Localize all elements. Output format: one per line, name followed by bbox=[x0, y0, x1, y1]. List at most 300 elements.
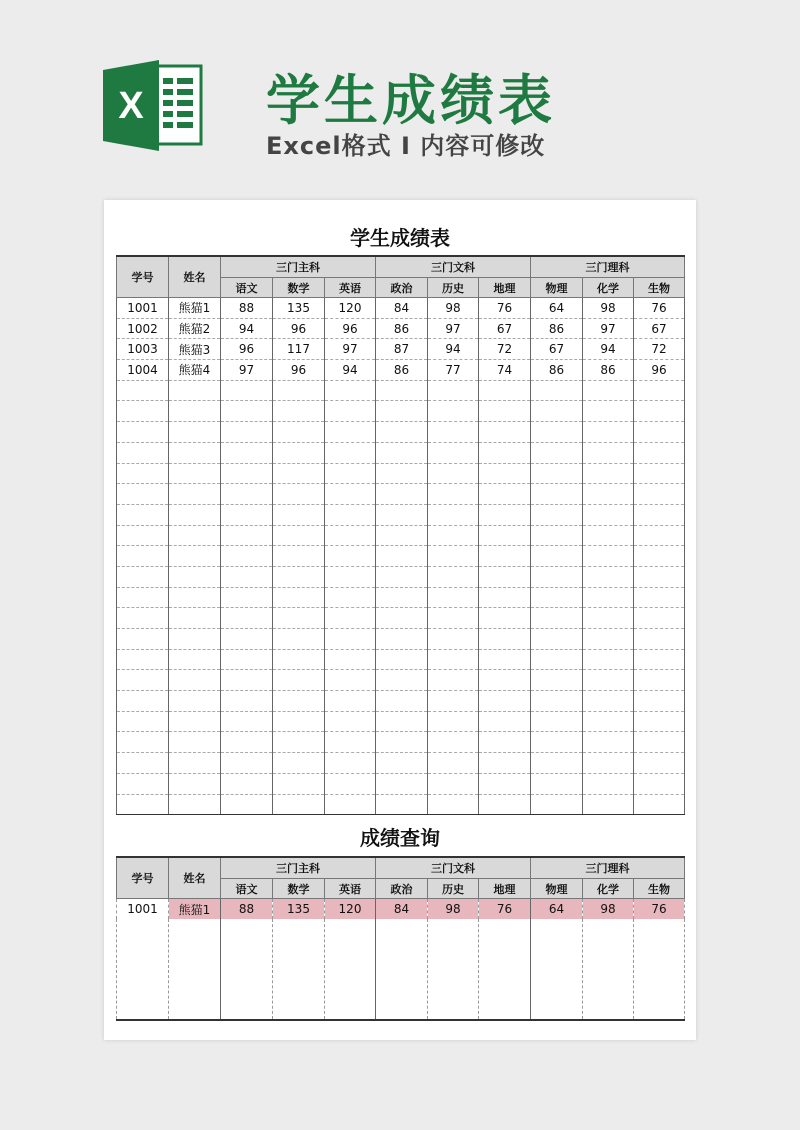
empty-cell[interactable] bbox=[376, 484, 428, 505]
empty-cell[interactable] bbox=[479, 525, 531, 546]
empty-cell[interactable] bbox=[479, 463, 531, 484]
cell-score[interactable]: 72 bbox=[479, 339, 531, 360]
empty-cell[interactable] bbox=[479, 919, 531, 1020]
cell-score[interactable]: 98 bbox=[428, 899, 479, 920]
empty-cell[interactable] bbox=[376, 525, 428, 546]
empty-cell[interactable] bbox=[428, 711, 479, 732]
cell-score[interactable]: 120 bbox=[325, 298, 376, 319]
empty-cell[interactable] bbox=[376, 504, 428, 525]
empty-cell[interactable] bbox=[325, 442, 376, 463]
empty-cell[interactable] bbox=[221, 608, 273, 629]
empty-cell[interactable] bbox=[169, 629, 221, 650]
cell-score[interactable]: 86 bbox=[583, 360, 634, 381]
empty-cell[interactable] bbox=[428, 794, 479, 815]
empty-cell[interactable] bbox=[531, 504, 583, 525]
empty-cell[interactable] bbox=[117, 504, 169, 525]
empty-cell[interactable] bbox=[117, 670, 169, 691]
cell-score[interactable]: 87 bbox=[376, 339, 428, 360]
empty-cell[interactable] bbox=[117, 525, 169, 546]
empty-cell[interactable] bbox=[273, 401, 325, 422]
cell-score[interactable]: 96 bbox=[221, 339, 273, 360]
empty-cell[interactable] bbox=[376, 463, 428, 484]
empty-cell[interactable] bbox=[531, 794, 583, 815]
empty-cell[interactable] bbox=[531, 753, 583, 774]
empty-cell[interactable] bbox=[479, 670, 531, 691]
empty-cell[interactable] bbox=[583, 463, 634, 484]
empty-cell[interactable] bbox=[273, 442, 325, 463]
cell-id[interactable]: 1001 bbox=[117, 298, 169, 319]
empty-cell[interactable] bbox=[531, 525, 583, 546]
empty-cell[interactable] bbox=[583, 649, 634, 670]
empty-cell[interactable] bbox=[273, 753, 325, 774]
empty-cell[interactable] bbox=[117, 629, 169, 650]
empty-cell[interactable] bbox=[531, 711, 583, 732]
empty-cell[interactable] bbox=[117, 753, 169, 774]
empty-cell[interactable] bbox=[325, 773, 376, 794]
empty-cell[interactable] bbox=[169, 401, 221, 422]
empty-cell[interactable] bbox=[428, 608, 479, 629]
cell-score[interactable]: 67 bbox=[634, 318, 685, 339]
empty-cell[interactable] bbox=[169, 566, 221, 587]
empty-cell[interactable] bbox=[325, 463, 376, 484]
empty-cell[interactable] bbox=[117, 773, 169, 794]
empty-cell[interactable] bbox=[634, 484, 685, 505]
empty-cell[interactable] bbox=[479, 629, 531, 650]
empty-cell[interactable] bbox=[325, 587, 376, 608]
empty-cell[interactable] bbox=[634, 773, 685, 794]
page-header bbox=[0, 0, 800, 200]
empty-cell[interactable] bbox=[479, 773, 531, 794]
empty-cell[interactable] bbox=[428, 442, 479, 463]
empty-cell[interactable] bbox=[325, 401, 376, 422]
empty-cell[interactable] bbox=[117, 608, 169, 629]
empty-cell[interactable] bbox=[583, 753, 634, 774]
empty-cell[interactable] bbox=[531, 629, 583, 650]
cell-score[interactable]: 96 bbox=[325, 318, 376, 339]
empty-cell[interactable] bbox=[479, 711, 531, 732]
empty-cell[interactable] bbox=[169, 525, 221, 546]
empty-cell[interactable] bbox=[325, 504, 376, 525]
empty-cell[interactable] bbox=[169, 442, 221, 463]
empty-cell[interactable] bbox=[634, 566, 685, 587]
cell-score[interactable]: 98 bbox=[583, 298, 634, 319]
empty-cell[interactable] bbox=[634, 753, 685, 774]
empty-cell[interactable] bbox=[325, 629, 376, 650]
empty-cell[interactable] bbox=[376, 794, 428, 815]
empty-cell[interactable] bbox=[634, 794, 685, 815]
empty-cell[interactable] bbox=[428, 422, 479, 443]
empty-cell[interactable] bbox=[479, 442, 531, 463]
empty-cell[interactable] bbox=[117, 649, 169, 670]
empty-cell[interactable] bbox=[479, 401, 531, 422]
empty-cell[interactable] bbox=[325, 691, 376, 712]
empty-cell[interactable] bbox=[531, 773, 583, 794]
empty-cell[interactable] bbox=[376, 587, 428, 608]
empty-cell[interactable] bbox=[169, 608, 221, 629]
cell-score[interactable]: 97 bbox=[221, 360, 273, 381]
empty-cell[interactable] bbox=[273, 380, 325, 401]
empty-cell[interactable] bbox=[221, 629, 273, 650]
cell-score[interactable]: 72 bbox=[634, 339, 685, 360]
cell-score[interactable]: 67 bbox=[531, 339, 583, 360]
empty-cell[interactable] bbox=[428, 670, 479, 691]
empty-cell[interactable] bbox=[117, 422, 169, 443]
cell-score[interactable]: 84 bbox=[376, 899, 428, 920]
empty-cell[interactable] bbox=[273, 629, 325, 650]
empty-cell[interactable] bbox=[221, 380, 273, 401]
empty-cell[interactable] bbox=[221, 463, 273, 484]
cell-score[interactable]: 76 bbox=[479, 298, 531, 319]
empty-cell[interactable] bbox=[117, 919, 169, 1020]
cell-score[interactable]: 97 bbox=[428, 318, 479, 339]
empty-cell[interactable] bbox=[325, 649, 376, 670]
empty-cell[interactable] bbox=[221, 753, 273, 774]
empty-cell[interactable] bbox=[583, 711, 634, 732]
empty-cell[interactable] bbox=[634, 546, 685, 567]
empty-cell[interactable] bbox=[583, 691, 634, 712]
cell-score[interactable]: 86 bbox=[531, 318, 583, 339]
empty-cell[interactable] bbox=[376, 773, 428, 794]
cell-score[interactable]: 96 bbox=[273, 318, 325, 339]
empty-cell[interactable] bbox=[273, 773, 325, 794]
empty-cell[interactable] bbox=[531, 463, 583, 484]
empty-cell[interactable] bbox=[583, 608, 634, 629]
cell-score[interactable]: 76 bbox=[479, 899, 531, 920]
empty-cell[interactable] bbox=[273, 463, 325, 484]
empty-cell[interactable] bbox=[428, 566, 479, 587]
empty-cell[interactable] bbox=[221, 649, 273, 670]
empty-cell[interactable] bbox=[325, 711, 376, 732]
empty-cell[interactable] bbox=[273, 919, 325, 1020]
empty-cell[interactable] bbox=[376, 566, 428, 587]
empty-cell[interactable] bbox=[634, 629, 685, 650]
empty-cell[interactable] bbox=[376, 546, 428, 567]
empty-cell[interactable] bbox=[273, 484, 325, 505]
empty-cell[interactable] bbox=[531, 380, 583, 401]
empty-cell[interactable] bbox=[428, 525, 479, 546]
empty-cell[interactable] bbox=[634, 442, 685, 463]
empty-cell[interactable] bbox=[221, 546, 273, 567]
empty-cell[interactable] bbox=[169, 380, 221, 401]
empty-cell[interactable] bbox=[273, 587, 325, 608]
empty-cell[interactable] bbox=[273, 649, 325, 670]
empty-cell[interactable] bbox=[221, 525, 273, 546]
empty-cell[interactable] bbox=[273, 732, 325, 753]
empty-cell[interactable] bbox=[531, 401, 583, 422]
subject-header: 生物 bbox=[634, 278, 685, 298]
empty-cell[interactable] bbox=[583, 670, 634, 691]
empty-cell[interactable] bbox=[479, 732, 531, 753]
cell-id[interactable]: 1001 bbox=[117, 899, 169, 920]
empty-cell[interactable] bbox=[634, 691, 685, 712]
empty-cell[interactable] bbox=[221, 484, 273, 505]
empty-cell[interactable] bbox=[479, 608, 531, 629]
cell-score[interactable]: 74 bbox=[479, 360, 531, 381]
empty-cell[interactable] bbox=[531, 566, 583, 587]
cell-score[interactable]: 67 bbox=[479, 318, 531, 339]
empty-cell[interactable] bbox=[479, 587, 531, 608]
cell-score[interactable]: 98 bbox=[428, 298, 479, 319]
empty-cell[interactable] bbox=[117, 794, 169, 815]
empty-cell[interactable] bbox=[117, 711, 169, 732]
cell-score[interactable]: 94 bbox=[221, 318, 273, 339]
empty-cell[interactable] bbox=[169, 504, 221, 525]
cell-score[interactable]: 135 bbox=[273, 298, 325, 319]
empty-cell[interactable] bbox=[428, 546, 479, 567]
empty-cell[interactable] bbox=[376, 442, 428, 463]
empty-cell[interactable] bbox=[479, 546, 531, 567]
empty-cell[interactable] bbox=[273, 525, 325, 546]
cell-score[interactable]: 120 bbox=[325, 899, 376, 920]
empty-cell[interactable] bbox=[169, 546, 221, 567]
empty-cell[interactable] bbox=[531, 587, 583, 608]
empty-cell[interactable] bbox=[428, 380, 479, 401]
empty-cell[interactable] bbox=[117, 401, 169, 422]
empty-cell[interactable] bbox=[273, 794, 325, 815]
cell-score[interactable]: 97 bbox=[583, 318, 634, 339]
empty-cell[interactable] bbox=[117, 732, 169, 753]
empty-cell[interactable] bbox=[583, 380, 634, 401]
empty-cell[interactable] bbox=[325, 670, 376, 691]
cell-name[interactable]: 熊猫3 bbox=[169, 339, 221, 360]
empty-cell[interactable] bbox=[583, 587, 634, 608]
empty-cell[interactable] bbox=[221, 711, 273, 732]
empty-cell[interactable] bbox=[221, 442, 273, 463]
empty-cell[interactable] bbox=[479, 422, 531, 443]
cell-score[interactable]: 64 bbox=[531, 298, 583, 319]
empty-cell[interactable] bbox=[531, 422, 583, 443]
empty-cell[interactable] bbox=[583, 546, 634, 567]
empty-cell[interactable] bbox=[221, 794, 273, 815]
empty-cell[interactable] bbox=[273, 670, 325, 691]
empty-cell[interactable] bbox=[583, 401, 634, 422]
empty-cell[interactable] bbox=[531, 691, 583, 712]
empty-cell[interactable] bbox=[169, 422, 221, 443]
empty-cell[interactable] bbox=[428, 753, 479, 774]
empty-cell[interactable] bbox=[428, 587, 479, 608]
empty-cell[interactable] bbox=[479, 649, 531, 670]
empty-cell[interactable] bbox=[634, 422, 685, 443]
empty-cell[interactable] bbox=[634, 732, 685, 753]
empty-cell[interactable] bbox=[325, 753, 376, 774]
empty-cell[interactable] bbox=[325, 546, 376, 567]
empty-cell[interactable] bbox=[531, 546, 583, 567]
empty-cell[interactable] bbox=[376, 711, 428, 732]
empty-cell[interactable] bbox=[221, 670, 273, 691]
empty-cell[interactable] bbox=[531, 732, 583, 753]
empty-cell[interactable] bbox=[325, 919, 376, 1020]
empty-cell[interactable] bbox=[117, 566, 169, 587]
cell-score[interactable]: 98 bbox=[583, 899, 634, 920]
empty-cell[interactable] bbox=[376, 380, 428, 401]
empty-cell[interactable] bbox=[221, 587, 273, 608]
empty-cell[interactable] bbox=[221, 691, 273, 712]
empty-cell[interactable] bbox=[169, 732, 221, 753]
cell-id[interactable]: 1003 bbox=[117, 339, 169, 360]
empty-cell[interactable] bbox=[376, 422, 428, 443]
empty-cell[interactable] bbox=[634, 504, 685, 525]
cell-score[interactable]: 86 bbox=[376, 360, 428, 381]
empty-cell[interactable] bbox=[583, 773, 634, 794]
empty-cell[interactable] bbox=[428, 691, 479, 712]
empty-cell[interactable] bbox=[169, 919, 221, 1020]
empty-cell[interactable] bbox=[376, 732, 428, 753]
empty-cell[interactable] bbox=[428, 649, 479, 670]
query-result-row[interactable] bbox=[117, 899, 685, 920]
empty-cell[interactable] bbox=[583, 504, 634, 525]
empty-cell[interactable] bbox=[428, 732, 479, 753]
empty-cell[interactable] bbox=[634, 401, 685, 422]
cell-id[interactable]: 1004 bbox=[117, 360, 169, 381]
empty-cell[interactable] bbox=[376, 629, 428, 650]
empty-cell[interactable] bbox=[583, 484, 634, 505]
empty-cell[interactable] bbox=[634, 670, 685, 691]
empty-cell[interactable] bbox=[325, 380, 376, 401]
empty-cell[interactable] bbox=[273, 546, 325, 567]
empty-cell[interactable] bbox=[221, 566, 273, 587]
cell-score[interactable]: 86 bbox=[376, 318, 428, 339]
empty-cell[interactable] bbox=[531, 670, 583, 691]
cell-score[interactable]: 97 bbox=[325, 339, 376, 360]
empty-cell[interactable] bbox=[169, 484, 221, 505]
empty-cell[interactable] bbox=[325, 732, 376, 753]
empty-cell[interactable] bbox=[479, 380, 531, 401]
empty-cell[interactable] bbox=[273, 691, 325, 712]
cell-score[interactable]: 94 bbox=[428, 339, 479, 360]
empty-cell[interactable] bbox=[376, 691, 428, 712]
empty-cell[interactable] bbox=[376, 649, 428, 670]
empty-cell[interactable] bbox=[428, 629, 479, 650]
empty-cell[interactable] bbox=[634, 711, 685, 732]
cell-score[interactable]: 135 bbox=[273, 899, 325, 920]
empty-cell[interactable] bbox=[583, 566, 634, 587]
cell-score[interactable]: 64 bbox=[531, 899, 583, 920]
empty-cell[interactable] bbox=[583, 732, 634, 753]
empty-cell[interactable] bbox=[273, 422, 325, 443]
empty-cell[interactable] bbox=[634, 608, 685, 629]
empty-cell[interactable] bbox=[583, 794, 634, 815]
empty-cell[interactable] bbox=[531, 919, 583, 1020]
empty-cell[interactable] bbox=[325, 525, 376, 546]
empty-cell[interactable] bbox=[169, 587, 221, 608]
empty-cell[interactable] bbox=[634, 525, 685, 546]
empty-cell[interactable] bbox=[169, 711, 221, 732]
empty-cell[interactable] bbox=[479, 504, 531, 525]
cell-score[interactable]: 96 bbox=[273, 360, 325, 381]
cell-score[interactable]: 117 bbox=[273, 339, 325, 360]
empty-cell[interactable] bbox=[428, 919, 479, 1020]
cell-name[interactable]: 熊猫4 bbox=[169, 360, 221, 381]
empty-cell[interactable] bbox=[117, 442, 169, 463]
cell-score[interactable]: 96 bbox=[634, 360, 685, 381]
cell-score[interactable]: 88 bbox=[221, 899, 273, 920]
empty-cell[interactable] bbox=[479, 484, 531, 505]
empty-cell[interactable] bbox=[376, 753, 428, 774]
empty-cell[interactable] bbox=[428, 463, 479, 484]
empty-cell[interactable] bbox=[531, 649, 583, 670]
cell-name[interactable]: 熊猫1 bbox=[169, 899, 221, 920]
empty-cell[interactable] bbox=[583, 422, 634, 443]
empty-cell[interactable] bbox=[376, 919, 428, 1020]
empty-cell[interactable] bbox=[634, 380, 685, 401]
empty-cell[interactable] bbox=[221, 504, 273, 525]
empty-cell[interactable] bbox=[273, 504, 325, 525]
empty-cell[interactable] bbox=[376, 670, 428, 691]
empty-cell[interactable] bbox=[117, 546, 169, 567]
empty-cell[interactable] bbox=[479, 566, 531, 587]
empty-cell[interactable] bbox=[169, 794, 221, 815]
empty-cell[interactable] bbox=[325, 794, 376, 815]
empty-cell[interactable] bbox=[634, 587, 685, 608]
empty-cell[interactable] bbox=[273, 711, 325, 732]
empty-cell[interactable] bbox=[117, 587, 169, 608]
empty-cell[interactable] bbox=[376, 401, 428, 422]
empty-cell[interactable] bbox=[169, 691, 221, 712]
empty-cell[interactable] bbox=[479, 753, 531, 774]
empty-cell[interactable] bbox=[634, 649, 685, 670]
empty-cell[interactable] bbox=[117, 463, 169, 484]
empty-cell[interactable] bbox=[583, 442, 634, 463]
empty-cell[interactable] bbox=[221, 401, 273, 422]
empty-cell[interactable] bbox=[221, 422, 273, 443]
empty-cell[interactable] bbox=[583, 525, 634, 546]
empty-cell[interactable] bbox=[221, 732, 273, 753]
cell-name[interactable]: 熊猫2 bbox=[169, 318, 221, 339]
empty-cell[interactable] bbox=[428, 484, 479, 505]
empty-cell[interactable] bbox=[221, 773, 273, 794]
empty-cell[interactable] bbox=[325, 484, 376, 505]
cell-score[interactable]: 88 bbox=[221, 298, 273, 319]
empty-cell[interactable] bbox=[634, 463, 685, 484]
cell-score[interactable]: 94 bbox=[325, 360, 376, 381]
cell-score[interactable]: 76 bbox=[634, 298, 685, 319]
cell-score[interactable]: 94 bbox=[583, 339, 634, 360]
empty-cell[interactable] bbox=[479, 691, 531, 712]
cell-score[interactable]: 84 bbox=[376, 298, 428, 319]
empty-cell[interactable] bbox=[428, 401, 479, 422]
empty-cell[interactable] bbox=[221, 919, 273, 1020]
empty-cell[interactable] bbox=[169, 463, 221, 484]
empty-cell[interactable] bbox=[325, 608, 376, 629]
empty-cell[interactable] bbox=[273, 566, 325, 587]
empty-cell[interactable] bbox=[583, 919, 634, 1020]
empty-cell[interactable] bbox=[583, 629, 634, 650]
cell-score[interactable]: 76 bbox=[634, 899, 685, 920]
empty-cell[interactable] bbox=[169, 753, 221, 774]
empty-cell[interactable] bbox=[325, 566, 376, 587]
empty-cell[interactable] bbox=[325, 422, 376, 443]
empty-cell[interactable] bbox=[117, 380, 169, 401]
empty-cell[interactable] bbox=[531, 484, 583, 505]
empty-cell[interactable] bbox=[273, 608, 325, 629]
empty-cell[interactable] bbox=[376, 608, 428, 629]
cell-score[interactable]: 77 bbox=[428, 360, 479, 381]
empty-cell[interactable] bbox=[169, 670, 221, 691]
empty-cell[interactable] bbox=[428, 773, 479, 794]
empty-cell[interactable] bbox=[428, 504, 479, 525]
cell-score[interactable]: 86 bbox=[531, 360, 583, 381]
empty-cell[interactable] bbox=[117, 691, 169, 712]
empty-cell[interactable] bbox=[531, 608, 583, 629]
empty-cell[interactable] bbox=[479, 794, 531, 815]
empty-cell[interactable] bbox=[117, 484, 169, 505]
cell-name[interactable]: 熊猫1 bbox=[169, 298, 221, 319]
empty-cell[interactable] bbox=[634, 919, 685, 1020]
cell-id[interactable]: 1002 bbox=[117, 318, 169, 339]
empty-cell[interactable] bbox=[531, 442, 583, 463]
empty-cell[interactable] bbox=[169, 649, 221, 670]
empty-cell[interactable] bbox=[169, 773, 221, 794]
